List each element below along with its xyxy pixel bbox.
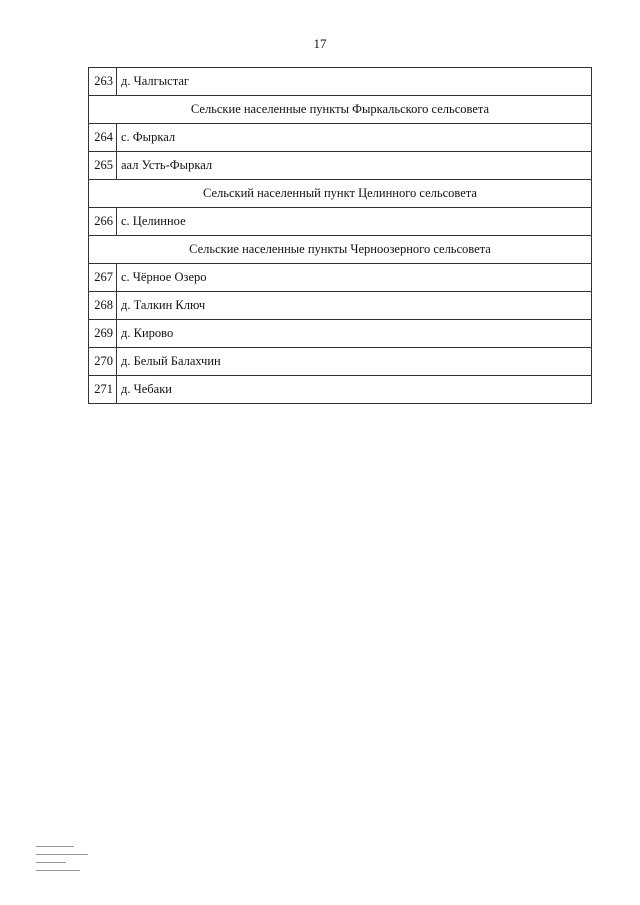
row-number: 269	[89, 320, 117, 348]
settlement-name: с. Целинное	[117, 208, 592, 236]
table-row	[89, 264, 592, 292]
section-header: Сельские населенные пункты Черноозерного сельсовета	[89, 236, 592, 264]
settlement-name: д. Чебаки	[117, 376, 592, 404]
row-number: 266	[89, 208, 117, 236]
settlement-name: с. Чёрное Озеро	[117, 264, 592, 292]
settlement-name: с. Фыркал	[117, 124, 592, 152]
row-number: 268	[89, 292, 117, 320]
table-row	[89, 68, 592, 96]
table-row	[89, 348, 592, 376]
table-row	[89, 376, 592, 404]
settlement-name: аал Усть-Фыркал	[117, 152, 592, 180]
row-number: 267	[89, 264, 117, 292]
table-row	[89, 208, 592, 236]
scan-artifact	[36, 862, 66, 863]
section-header: Сельские населенные пункты Фыркальского сельсовета	[89, 96, 592, 124]
table-row	[89, 124, 592, 152]
row-number: 264	[89, 124, 117, 152]
scan-artifact	[36, 854, 88, 855]
row-number: 263	[89, 68, 117, 96]
row-number: 270	[89, 348, 117, 376]
page-number: 17	[313, 36, 327, 51]
row-number: 265	[89, 152, 117, 180]
section-header-row	[89, 96, 592, 124]
section-header-row	[89, 180, 592, 208]
settlement-name: д. Кирово	[117, 320, 592, 348]
settlement-name: д. Белый Балахчин	[117, 348, 592, 376]
settlement-name: д. Чалгыстаг	[117, 68, 592, 96]
scan-artifact	[36, 870, 80, 871]
scan-artifact	[36, 846, 74, 847]
section-header-row	[89, 236, 592, 264]
table-row	[89, 320, 592, 348]
settlements-table	[88, 67, 592, 404]
table-row	[89, 292, 592, 320]
settlement-name: д. Талкин Ключ	[117, 292, 592, 320]
section-header: Сельский населенный пункт Целинного сельсовета	[89, 180, 592, 208]
table-row	[89, 152, 592, 180]
row-number: 271	[89, 376, 117, 404]
